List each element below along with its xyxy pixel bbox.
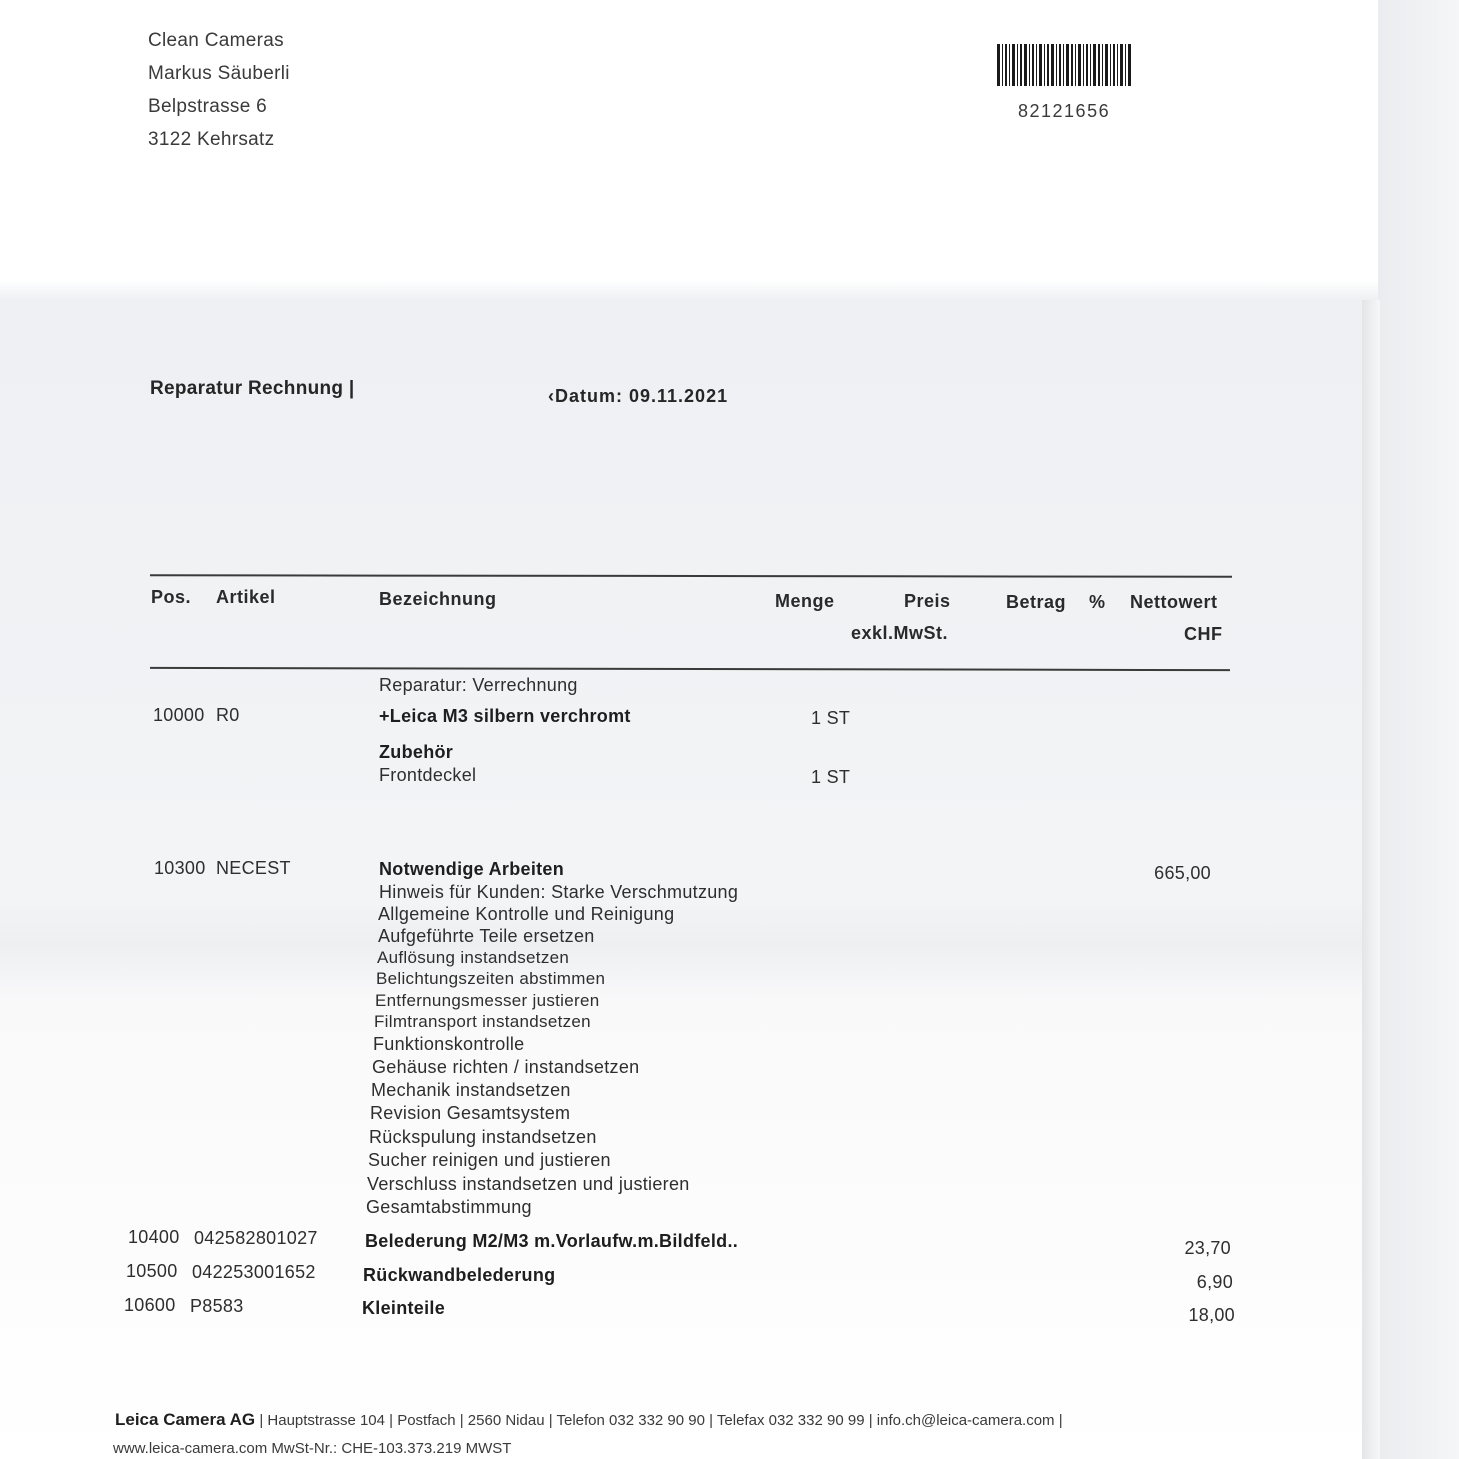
work-detail: Mechanik instandsetzen: [371, 1080, 571, 1100]
row-3-artikel: 042582801027: [194, 1228, 318, 1248]
work-detail: Belichtungszeiten abstimmen: [376, 969, 606, 988]
work-detail: Gesamtabstimmung: [366, 1197, 532, 1217]
accessory-menge: 1 ST: [811, 767, 851, 787]
table-header-rule: [150, 667, 1230, 671]
work-detail: Auflösung instandsetzen: [377, 948, 570, 967]
work-detail: Filmtransport instandsetzen: [374, 1012, 591, 1031]
row-1-pos: 10000: [153, 705, 205, 725]
header-nettowert-sub: CHF: [1184, 624, 1223, 644]
row-5-artikel: P8583: [190, 1296, 244, 1316]
recipient-name: Markus Säuberli: [148, 63, 290, 84]
paper-fold-edge: [1362, 300, 1380, 1459]
footer-website-vat: www.leica-camera.com MwSt-Nr.: CHE-103.373.219 MWST: [113, 1440, 512, 1457]
row-5-pos: 10600: [124, 1295, 176, 1315]
document-date: ‹Datum: 09.11.2021: [548, 386, 729, 406]
row-2-pos: 10300: [154, 858, 206, 878]
work-detail: Aufgeführte Teile ersetzen: [378, 926, 595, 946]
accessory-heading: Zubehör: [379, 742, 454, 762]
row-3-bezeichnung: Belederung M2/M3 m.Vorlaufw.m.Bildfeld..: [365, 1231, 739, 1251]
header-menge: Menge: [775, 591, 835, 611]
document-title: Reparatur Rechnung |: [150, 378, 355, 399]
row-4-nettowert: 6,90: [1196, 1272, 1233, 1292]
row-1-artikel: R0: [216, 705, 240, 725]
footer-address: [115, 1410, 1063, 1430]
row-2-artikel: NECEST: [216, 858, 291, 878]
work-detail: Funktionskontrolle: [373, 1034, 525, 1054]
header-preis-sub: exkl.MwSt.: [851, 623, 949, 643]
header-percent: %: [1089, 592, 1106, 612]
row-2-nettowert: 665,00: [1154, 863, 1211, 883]
recipient-address: [148, 24, 290, 156]
row-5-bezeichnung: Kleinteile: [362, 1298, 446, 1318]
work-detail: Allgemeine Kontrolle und Reinigung: [378, 904, 675, 924]
repair-note: Reparatur: Verrechnung: [379, 675, 578, 695]
row-4-bezeichnung: Rückwandbelederung: [363, 1265, 556, 1285]
footer-company: Leica Camera AG: [115, 1410, 256, 1429]
work-detail: Sucher reinigen und justieren: [368, 1150, 611, 1170]
work-detail: Revision Gesamtsystem: [370, 1103, 571, 1123]
work-detail: Verschluss instandsetzen und justieren: [367, 1174, 690, 1194]
row-1-menge: 1 ST: [811, 708, 851, 728]
header-nettowert: Nettowert: [1130, 592, 1218, 612]
row-1-bezeichnung: +Leica M3 silbern verchromt: [379, 706, 631, 726]
accessory-item: Frontdeckel: [379, 765, 477, 785]
footer-contact: | Hauptstrasse 104 | Postfach | 2560 Nidau | Telefon 032 332 90 90 | Telefax 032 332 90 99 | info.ch@leica-camera.com |: [259, 1412, 1063, 1429]
work-detail: Entfernungsmesser justieren: [375, 991, 600, 1010]
row-2-bezeichnung: Notwendige Arbeiten: [379, 859, 565, 879]
row-4-pos: 10500: [126, 1261, 178, 1281]
work-detail: Hinweis für Kunden: Starke Verschmutzung: [379, 882, 739, 902]
row-5-nettowert: 18,00: [1188, 1305, 1235, 1325]
row-3-pos: 10400: [128, 1227, 180, 1247]
header-preis: Preis: [904, 591, 951, 611]
header-betrag: Betrag: [1006, 592, 1067, 612]
recipient-city: 3122 Kehrsatz: [148, 129, 275, 150]
background-surface: [1378, 0, 1459, 1459]
header-pos: Pos.: [151, 587, 192, 607]
recipient-street: Belpstrasse 6: [148, 96, 268, 117]
barcode-icon: [997, 44, 1131, 86]
row-3-nettowert: 23,70: [1184, 1238, 1231, 1258]
row-4-artikel: 042253001652: [192, 1262, 316, 1282]
header-bezeichnung: Bezeichnung: [379, 589, 497, 609]
header-artikel: Artikel: [216, 587, 276, 607]
recipient-company: Clean Cameras: [148, 30, 284, 51]
work-detail: Gehäuse richten / instandsetzen: [372, 1057, 640, 1077]
barcode-number: 82121656: [1018, 101, 1111, 121]
table-top-rule: [150, 574, 1232, 578]
work-detail: Rückspulung instandsetzen: [369, 1127, 597, 1147]
